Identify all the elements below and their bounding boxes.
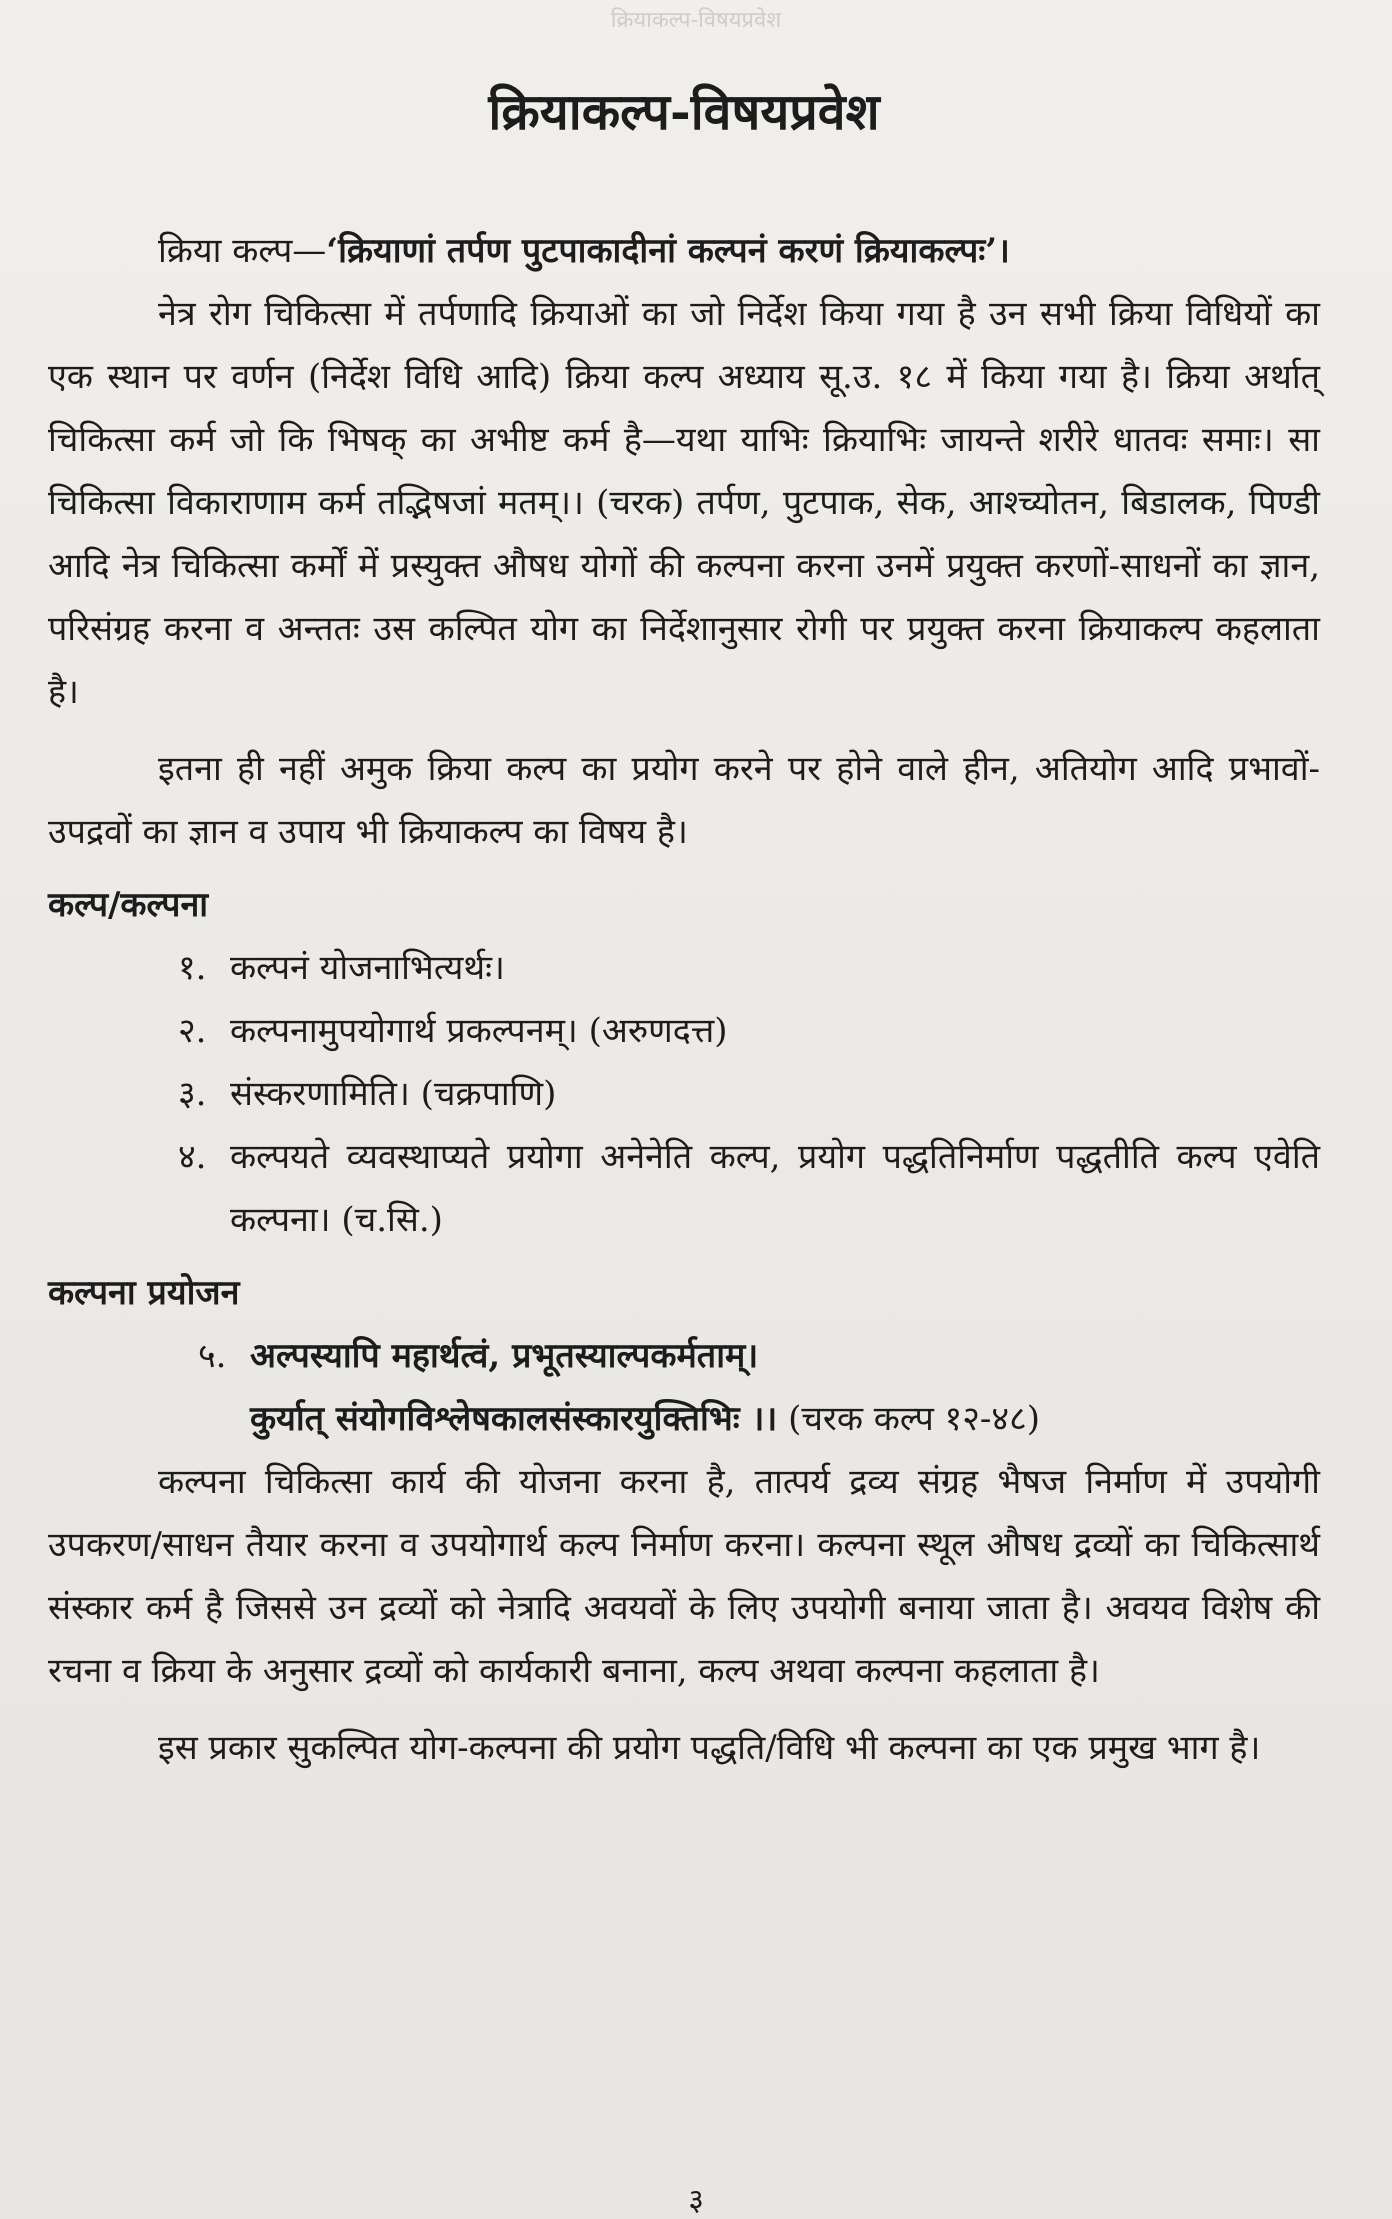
definition-term: क्रिया कल्प— [158, 231, 327, 271]
running-head: क्रियाकल्प-विषयप्रवेश [610, 8, 782, 33]
kalpa-definition-list [48, 937, 1320, 1252]
definition-paragraph [48, 220, 1320, 283]
list-item-number: २. [178, 1011, 207, 1051]
list-item [178, 1063, 1320, 1126]
list-item [178, 1000, 1320, 1063]
verse-text-1: अल्पस्यापि महार्थत्वं, प्रभूतस्याल्पकर्मताम्। [250, 1336, 759, 1376]
paragraph-intro: नेत्र रोग चिकित्सा में तर्पणादि क्रियाओं का जो निर्देश किया गया है उन सभी क्रिया विधियों का एक स्थान पर वर्णन (निर्देश विधि आदि) क्रिया कल्प अध्याय सू.उ. १८ में किया गया है। क्रिया अर्थात् चिकित्सा कर्म जो कि भिषक् का अभीष्ट कर्म है—यथा याभिः क्रियाभिः जायन्ते शरीरे धातवः समाः। सा चिकित्सा विकाराणाम कर्म तद्भिषजां मतम्।। (चरक) तर्पण, पुटपाक, सेक, आश्च्योतन, बिडालक, पिण्डी आदि नेत्र चिकित्सा कर्मों में प्रस्युक्त औषध योगों की कल्पना करना उनमें प्रयुक्त करणों-साधनों का ज्ञान, परिसंग्रह करना व अन्ततः उस कल्पित योग का निर्देशानुसार रोगी पर प्रयुक्त करना क्रियाकल्प कहलाता है। [48, 294, 1320, 712]
definition-text: ‘क्रियाणां तर्पण पुटपाकादीनां कल्पनं करणं क्रियाकल्पः’। [326, 231, 1010, 271]
list-item-number: १. [178, 948, 207, 988]
verse-text-2: कुर्यात् संयोगविश्लेषकालसंस्कारयुक्तिभिः ।। [250, 1399, 778, 1439]
verse-reference: (चरक कल्प १२-४८) [788, 1399, 1041, 1439]
page-title: क्रियाकल्प-विषयप्रवेश [488, 82, 880, 141]
paragraph-scope: इतना ही नहीं अमुक क्रिया कल्प का प्रयोग करने पर होने वाले हीन, अतियोग आदि प्रभावों-उपद्रवों का ज्ञान व उपाय भी क्रियाकल्प का विषय है। [48, 749, 1320, 852]
page-number: ३ [688, 2183, 704, 2218]
list-item-text: संस्करणामिति। (चक्रपाणि) [230, 1074, 557, 1114]
list-item [178, 1126, 1320, 1252]
list-item [178, 937, 1320, 1000]
list-item-number: ३. [178, 1074, 207, 1114]
verse-number: ५. [198, 1336, 227, 1376]
verse-line-1 [198, 1325, 1320, 1388]
list-item-text: कल्पयते व्यवस्थाप्यते प्रयोगा अनेनेति कल्प, प्रयोग पद्धतिनिर्माण पद्धतीति कल्प एवेति कल्पना। (च.सि.) [230, 1137, 1320, 1240]
section-heading-kalpa: कल्प/कल्पना [48, 885, 209, 925]
paragraph-purpose: कल्पना चिकित्सा कार्य की योजना करना है, तात्पर्य द्रव्य संग्रह भैषज निर्माण में उपयोगी उपकरण/साधन तैयार करना व उपयोगार्थ कल्प निर्माण करना। कल्पना स्थूल औषध द्रव्यों का चिकित्सार्थ संस्कार कर्म है जिससे उन द्रव्यों को नेत्रादि अवयवों के लिए उपयोगी बनाया जाता है। अवयव विशेष की रचना व क्रिया के अनुसार द्रव्यों को कार्यकारी बनाना, कल्प अथवा कल्पना कहलाता है। [48, 1462, 1320, 1691]
section-heading-prayojan: कल्पना प्रयोजन [48, 1273, 240, 1313]
list-item-text: कल्पनं योजनाभित्यर्थः। [230, 948, 505, 988]
verse-line-2 [198, 1388, 1320, 1451]
paragraph-conclusion: इस प्रकार सुकल्पित योग-कल्पना की प्रयोग पद्धति/विधि भी कल्पना का एक प्रमुख भाग है। [158, 1728, 1261, 1768]
verse-block [48, 1325, 1320, 1451]
list-item-text: कल्पनामुपयोगार्थ प्रकल्पनम्। (अरुणदत्त) [230, 1011, 728, 1051]
list-item-number: ४. [178, 1137, 207, 1177]
